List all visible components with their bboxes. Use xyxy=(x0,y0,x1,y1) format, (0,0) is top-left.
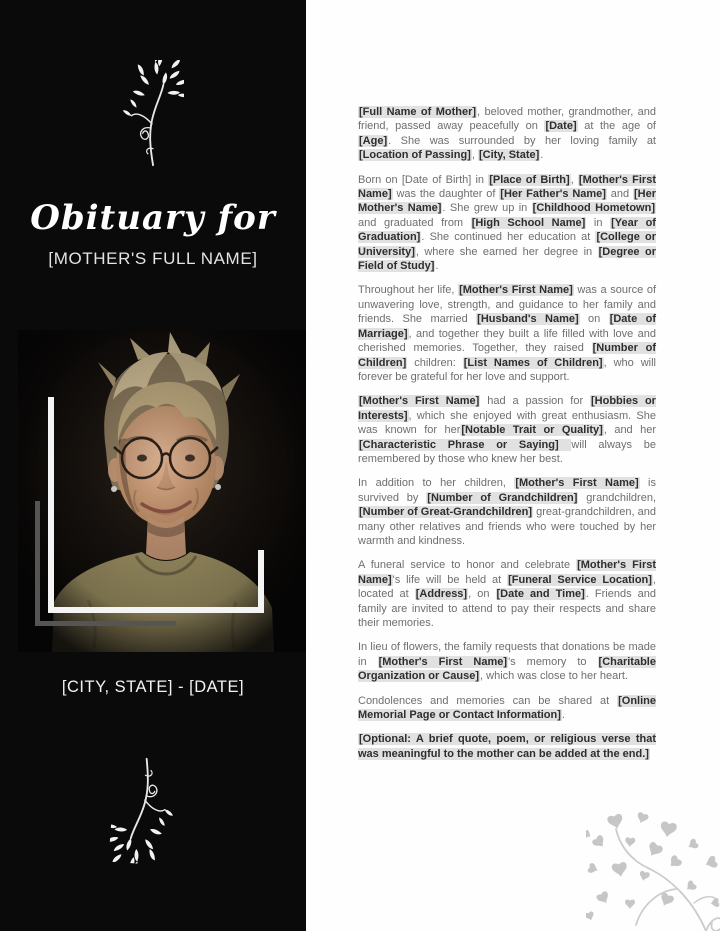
body-text: , who will forever be grateful for her love and support. xyxy=(358,356,656,383)
city-state-date-placeholder: [CITY, STATE] - [DATE] xyxy=(61,678,245,696)
placeholder-field: [Number of Grandchildren] xyxy=(427,491,578,504)
body-text: Born on [Date of Birth] in xyxy=(358,173,489,186)
body-text: in xyxy=(586,216,611,229)
obituary-paragraph xyxy=(358,694,656,723)
body-text: , which she enjoyed with great enthusiasm. She was known for her xyxy=(358,409,656,437)
placeholder-field: [Age] xyxy=(359,134,388,147)
placeholder-field: [Place of Birth] xyxy=(489,173,570,186)
obituary-body-panel xyxy=(306,0,720,931)
body-text: . She grew up in xyxy=(442,202,532,215)
placeholder-field: [Location of Passing] xyxy=(359,149,471,162)
placeholder-field: [College or University] xyxy=(358,231,656,258)
body-text: and xyxy=(606,188,634,201)
placeholder-field: [Date of Marriage] xyxy=(358,313,656,340)
placeholder-field: [Date] xyxy=(545,120,577,133)
placeholder-field: [Degree or Field of Study] xyxy=(358,245,656,273)
frame-white-left-line xyxy=(48,397,54,613)
body-text: , which was close to her heart. xyxy=(480,670,628,683)
placeholder-field: [Full Name of Mother] xyxy=(359,106,477,118)
placeholder-field: [Hobbies or Interests] xyxy=(358,395,656,422)
obituary-script-title: Obituary for xyxy=(30,198,276,238)
placeholder-field: [Address] xyxy=(415,588,468,601)
obituary-paragraph xyxy=(358,476,656,548)
body-text: children: xyxy=(407,356,463,369)
placeholder-field: [Funeral Service Location] xyxy=(508,573,652,586)
body-text: , xyxy=(471,149,478,162)
body-text: was the daughter of xyxy=(392,188,500,201)
body-text: , located at xyxy=(358,573,656,601)
placeholder-field: [Year of Graduation] xyxy=(358,216,656,244)
obituary-paragraph xyxy=(358,640,656,683)
placeholder-field: [High School Name] xyxy=(471,216,586,229)
placeholder-field: [Her Mother's Name] xyxy=(358,188,657,215)
body-text: , beloved mother, grandmother, and friend, passed away peacefully on xyxy=(358,106,656,133)
body-text: great-grandchildren, and many other relatives and friends who were touched by her warmth and kindness. xyxy=(358,506,656,547)
body-text: . Friends and family are invited to attend to pay their respects and share their memories. xyxy=(358,588,657,629)
body-text: . xyxy=(540,149,544,162)
frame-shadow-vertical-line xyxy=(35,501,40,626)
body-text: and graduated from xyxy=(358,216,471,229)
frame-white-right-line xyxy=(258,550,264,613)
obituary-paragraph xyxy=(358,173,656,274)
body-text: . She was surrounded by her loving family at xyxy=(388,134,656,147)
placeholder-field: [Optional: A brief quote, poem, or religious verse that was meaningful to the mother can be added at the end.] xyxy=(358,733,656,760)
body-text: grandchildren, xyxy=(578,491,656,504)
body-text: , and her xyxy=(603,424,657,437)
mother-full-name-placeholder: [MOTHER'S FULL NAME] xyxy=(48,249,258,268)
obituary-paragraph xyxy=(358,732,656,761)
body-text: had a passion for xyxy=(480,395,591,408)
placeholder-field: [Date and Time] xyxy=(496,588,585,601)
obituary-text-column xyxy=(358,105,656,771)
obituary-paragraph xyxy=(358,105,656,163)
placeholder-field: [Husband's Name] xyxy=(477,313,579,326)
placeholder-field: [Mother's First Name] xyxy=(515,477,639,490)
placeholder-field: [City, State] xyxy=(478,149,540,162)
placeholder-field: [Charitable Organization or Cause] xyxy=(358,655,656,683)
body-text: . xyxy=(561,709,565,722)
body-text: , on xyxy=(468,588,496,601)
body-text: 's life will be held at xyxy=(392,573,508,586)
sidebar-panel xyxy=(0,0,306,931)
heart-floral-corner-icon xyxy=(586,807,720,931)
obituary-paragraph xyxy=(358,558,656,630)
floral-sprig-top-icon xyxy=(118,60,184,164)
obituary-paragraph xyxy=(358,394,656,466)
placeholder-field: [Childhood Hometown] xyxy=(532,202,655,215)
placeholder-field: [Her Father's Name] xyxy=(500,188,606,201)
body-text: . xyxy=(435,260,439,273)
placeholder-field: [Notable Trait or Quality] xyxy=(461,424,603,437)
body-text: is survived by xyxy=(358,477,656,504)
body-text: , and together they built a life filled with love and cherished memories. Together, they raised xyxy=(358,327,656,355)
placeholder-field: [Mother's First Name] xyxy=(358,559,657,586)
floral-sprig-bottom-icon xyxy=(108,758,181,866)
body-text: Throughout her life, xyxy=(358,284,459,297)
body-text: Condolences and memories can be shared at xyxy=(358,694,618,707)
placeholder-field: [Mother's First Name] xyxy=(358,173,656,201)
frame-white-bottom-line xyxy=(48,607,264,613)
frame-shadow-horizontal-line xyxy=(35,621,176,626)
placeholder-field: [Mother's First Name] xyxy=(378,655,508,668)
body-text: will always be remembered by those who knew her best. xyxy=(358,438,656,465)
body-text: was a source of unwavering love, strength, and guidance to her family and friends. She married xyxy=(358,284,656,326)
placeholder-field: [Number of Children] xyxy=(358,342,656,369)
body-text: , where she earned her degree in xyxy=(415,245,598,258)
body-text: In addition to her children, xyxy=(358,477,515,490)
body-text: 's memory to xyxy=(508,655,598,668)
placeholder-field: [Characteristic Phrase or Saying] xyxy=(359,438,571,451)
obituary-paragraph xyxy=(358,283,656,384)
placeholder-field: [Mother's First Name] xyxy=(459,284,573,297)
body-text: A funeral service to honor and celebrate xyxy=(358,559,577,572)
placeholder-field: [List Names of Children] xyxy=(463,356,603,369)
placeholder-field: [Number of Great-Grandchildren] xyxy=(359,506,533,519)
body-text: , xyxy=(570,173,578,186)
placeholder-field: [Online Memorial Page or Contact Information] xyxy=(358,694,656,722)
placeholder-field: [Mother's First Name] xyxy=(359,395,480,408)
body-text: at the age of xyxy=(577,120,656,133)
body-text: . She continued her education at xyxy=(421,231,596,244)
body-text: on xyxy=(579,313,609,326)
body-text: In lieu of flowers, the family requests that donations be made in xyxy=(358,641,656,668)
